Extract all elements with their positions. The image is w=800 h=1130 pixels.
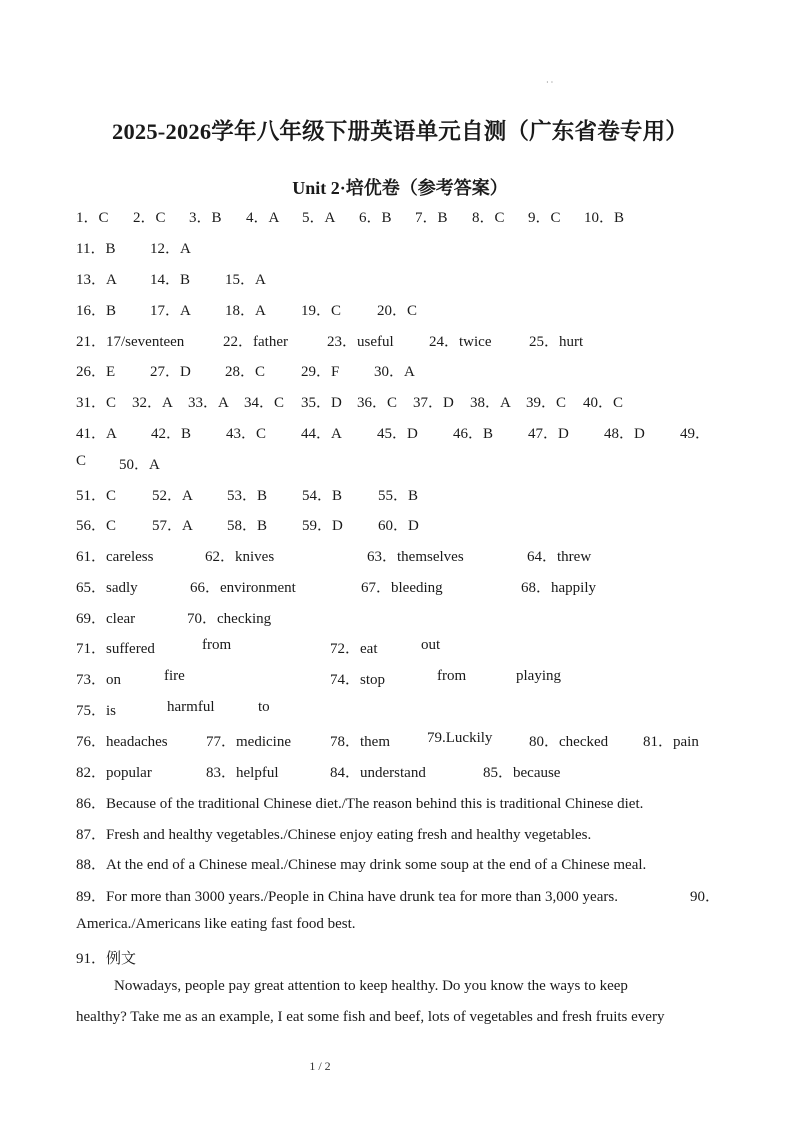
- essay-line: healthy? Take me as an example, I eat some fish and beef, lots of vegetables and fresh fruits every: [76, 1009, 665, 1025]
- answer-item: 48．D: [604, 426, 645, 442]
- answer-item: harmful: [167, 699, 215, 715]
- answer-item: from: [202, 637, 232, 653]
- answer-item: 57．A: [152, 518, 193, 534]
- answer-item: 51．C: [76, 488, 117, 504]
- answer-item: 5．A: [302, 210, 336, 226]
- answer-item: 58．B: [227, 518, 268, 534]
- answer-item: 3．B: [189, 210, 222, 226]
- answer-item: 33．A: [188, 395, 229, 411]
- answer-item: 44．A: [301, 426, 342, 442]
- answer-item: 14．B: [150, 272, 191, 288]
- document-title: 2025-2026学年八年级下册英语单元自测（广东省卷专用）: [112, 119, 688, 144]
- answer-item: 22．father: [223, 334, 288, 350]
- answer-item: 69．clear: [76, 611, 136, 627]
- answer-item: 32．A: [132, 395, 173, 411]
- answer-item: 28．C: [225, 364, 266, 380]
- answer-item: 71．suffered: [76, 641, 155, 657]
- answer-item: 43．C: [226, 426, 267, 442]
- answer-item: 56．C: [76, 518, 117, 534]
- answer-item: 41．A: [76, 426, 117, 442]
- answer-item: 24．twice: [429, 334, 492, 350]
- answer-item: 53．B: [227, 488, 268, 504]
- answer-item: 17．A: [150, 303, 191, 319]
- answer-item: 23．useful: [327, 334, 394, 350]
- answer-item: 68．happily: [521, 580, 596, 596]
- answer-item: 72．eat: [330, 641, 378, 657]
- answer-item: 10．B: [584, 210, 625, 226]
- answer-item: 30．A: [374, 364, 415, 380]
- answer-item: 64．threw: [527, 549, 592, 565]
- answer-item: 26．E: [76, 364, 116, 380]
- answer-item: 8．C: [472, 210, 505, 226]
- answer-sentence: 89．For more than 3000 years./People in China have drunk tea for more than 3,000 years.: [76, 889, 618, 905]
- answer-item: 45．D: [377, 426, 418, 442]
- answer-item: 54．B: [302, 488, 343, 504]
- answer-item: 7．B: [415, 210, 448, 226]
- essay-line: Nowadays, people pay great attention to keep healthy. Do you know the ways to keep: [114, 978, 628, 994]
- page-number: 1 / 2: [309, 1059, 331, 1073]
- answer-item: 66．environment: [190, 580, 296, 596]
- answer-item: 75．is: [76, 703, 117, 719]
- answer-item: 55．B: [378, 488, 419, 504]
- answer-item: 1．C: [76, 210, 109, 226]
- essay-heading: 91．例文: [76, 951, 137, 967]
- answer-item: 12．A: [150, 241, 191, 257]
- answer-sentence: America./Americans like eating fast food best.: [76, 916, 356, 932]
- answer-item: 60．D: [378, 518, 419, 534]
- answer-item: 25．hurt: [529, 334, 584, 350]
- answer-item: 16．B: [76, 303, 117, 319]
- answer-item: 80．checked: [529, 734, 609, 750]
- answer-item: 63．themselves: [367, 549, 464, 565]
- answer-item: 81．pain: [643, 734, 699, 750]
- answer-item: 29．F: [301, 364, 340, 380]
- answer-item: 50．A: [119, 457, 160, 473]
- answer-item: 76．headaches: [76, 734, 168, 750]
- answer-item: 31．C: [76, 395, 117, 411]
- answer-item: 27．D: [150, 364, 191, 380]
- answer-item: 20．C: [377, 303, 418, 319]
- answer-item: 2．C: [133, 210, 166, 226]
- answer-item: playing: [516, 668, 561, 684]
- answer-item: to: [258, 699, 270, 715]
- answer-item: 36．C: [357, 395, 398, 411]
- answer-item: 70．checking: [187, 611, 272, 627]
- answer-item: 83．helpful: [206, 765, 279, 781]
- answer-item: 21．17/seventeen: [76, 334, 185, 350]
- answer-item: 46．B: [453, 426, 494, 442]
- answer-item: 18．A: [225, 303, 266, 319]
- answer-item: 79.Luckily: [427, 730, 493, 746]
- answer-item: 74．stop: [330, 672, 386, 688]
- document-subtitle: Unit 2·培优卷（参考答案）: [292, 178, 508, 198]
- corner-marks: · ·: [546, 78, 554, 87]
- answer-item: 19．C: [301, 303, 342, 319]
- answer-item: 9．C: [528, 210, 561, 226]
- answer-item: 49．: [680, 426, 711, 442]
- answer-item: 35．D: [301, 395, 342, 411]
- answer-item: 34．C: [244, 395, 285, 411]
- answer-item: 78．them: [330, 734, 390, 750]
- answer-item: 42．B: [151, 426, 192, 442]
- answer-item: 90．: [690, 889, 721, 905]
- answer-item: C: [76, 453, 87, 469]
- answer-item: 47．D: [528, 426, 569, 442]
- answer-item: 4．A: [246, 210, 280, 226]
- answer-item: fire: [164, 668, 185, 684]
- answer-item: 77．medicine: [206, 734, 291, 750]
- answer-item: 40．C: [583, 395, 624, 411]
- answer-item: 62．knives: [205, 549, 275, 565]
- answer-item: 11．B: [76, 241, 116, 257]
- answer-item: 84．understand: [330, 765, 426, 781]
- answer-item: 38．A: [470, 395, 511, 411]
- answer-item: 61．careless: [76, 549, 154, 565]
- answer-item: 13．A: [76, 272, 117, 288]
- answer-sentence: 86．Because of the traditional Chinese diet./The reason behind this is traditional Chinese diet.: [76, 796, 644, 812]
- answer-item: 82．popular: [76, 765, 152, 781]
- answer-item: 37．D: [413, 395, 454, 411]
- answer-sentence: 88．At the end of a Chinese meal./Chinese may drink some soup at the end of a Chinese meal.: [76, 857, 647, 873]
- answer-item: 6．B: [359, 210, 392, 226]
- answer-item: 85．because: [483, 765, 561, 781]
- answer-item: 67．bleeding: [361, 580, 443, 596]
- answer-item: from: [437, 668, 467, 684]
- answer-item: 73．on: [76, 672, 122, 688]
- answer-sentence: 87．Fresh and healthy vegetables./Chinese enjoy eating fresh and healthy vegetables.: [76, 827, 592, 843]
- answer-item: 15．A: [225, 272, 266, 288]
- answer-item: out: [421, 637, 441, 653]
- answer-item: 52．A: [152, 488, 193, 504]
- answer-item: 39．C: [526, 395, 567, 411]
- answer-item: 65．sadly: [76, 580, 138, 596]
- answer-item: 59．D: [302, 518, 343, 534]
